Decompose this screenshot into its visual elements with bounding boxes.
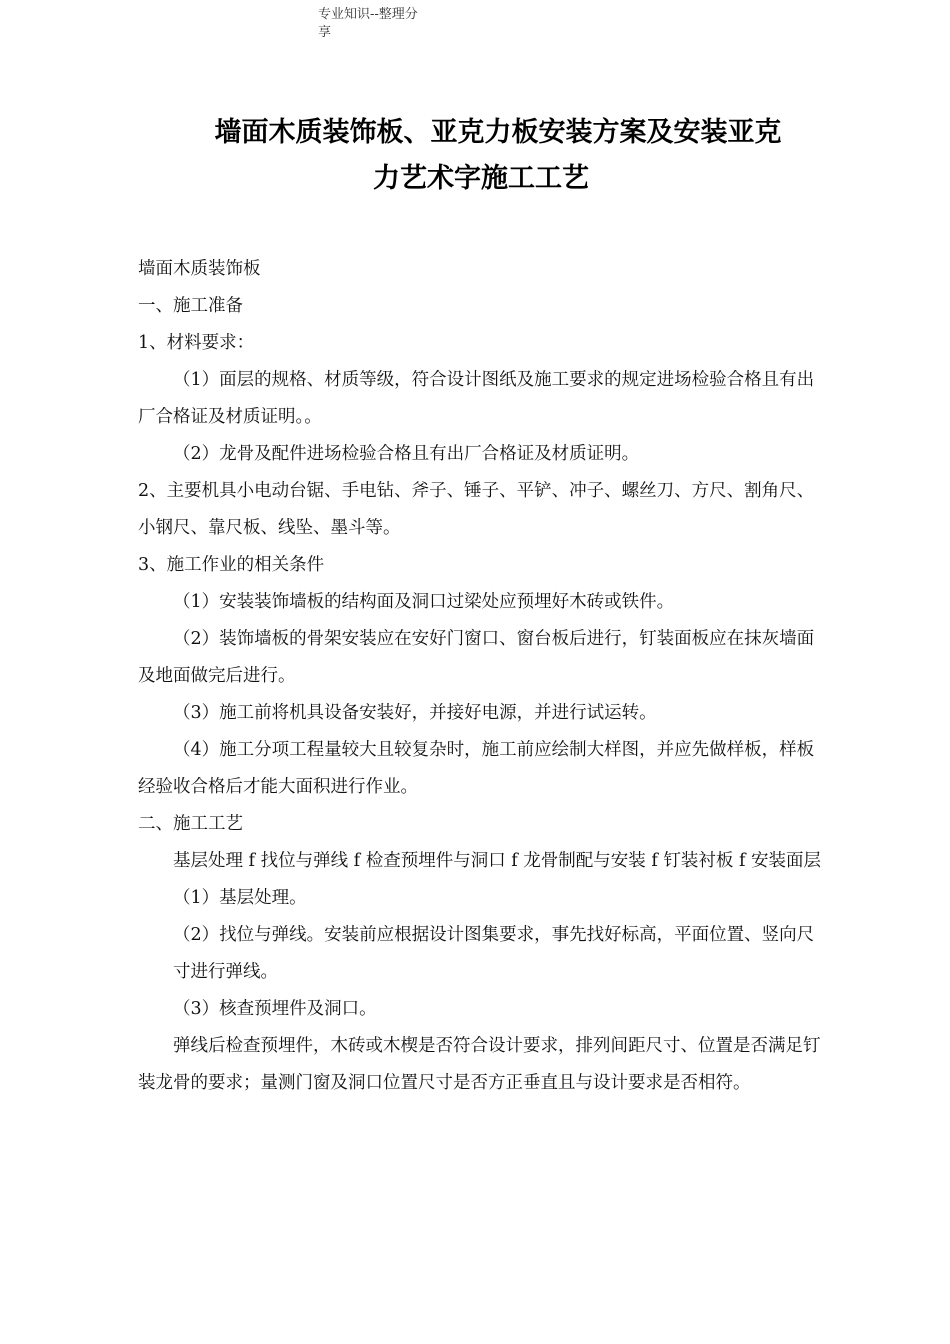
condition-item-2: （2）装饰墙板的骨架安装应在安好门窗口、窗台板后进行，钉装面板应在抹灰墙面及地面做完后进行。 [138, 629, 815, 686]
condition-item-4: （4）施工分项工程量较大且较复杂时，施工前应绘制大样图，并应先做样板，样板经验收合格后才能大面积进行作业。 [138, 740, 815, 797]
process-step-2: （2）找位与弹线。安装前应根据设计图集要求，事先找好标高，平面位置、竖向尺寸进行弹线。 [173, 925, 815, 982]
condition-item-1: （1）安装装饰墙板的结构面及洞口过梁处应预埋好木砖或铁件。 [173, 592, 675, 612]
heading-construction-process: 二、施工工艺 [138, 814, 243, 834]
process-flow: 基层处理 f 找位与弹线 f 检查预埋件与洞口 f 龙骨制配与安装 f 钉装衬板 f 安装面层 [173, 851, 822, 871]
condition-item-3: （3）施工前将机具设备安装好，并接好电源，并进行试运转。 [173, 703, 657, 723]
process-step-1: （1）基层处理。 [173, 888, 307, 908]
material-item-1: （1）面层的规格、材质等级，符合设计图纸及施工要求的规定进场检验合格且有出厂合格证及材质证明。。 [138, 370, 815, 427]
heading-construction-preparation: 一、施工准备 [138, 296, 243, 316]
document-title [0, 110, 950, 202]
tools-paragraph: 2、主要机具小电动台锯、手电钻、斧子、锤子、平铲、冲子、螺丝刀、方尺、割角尺、小钢尺、靠尺板、线坠、墨斗等。 [138, 481, 815, 538]
process-step-3-detail: 弹线后检查预埋件，木砖或木楔是否符合设计要求，排列间距尺寸、位置是否满足钉装龙骨的要求；量测门窗及洞口位置尺寸是否方正垂直且与设计要求是否相符。 [138, 1036, 821, 1093]
heading-working-conditions: 3、施工作业的相关条件 [138, 555, 325, 575]
document-body [138, 251, 822, 1102]
material-item-2: （2）龙骨及配件进场检验合格且有出厂合格证及材质证明。 [173, 444, 640, 464]
title-line-2: 力艺术字施工工艺 [373, 163, 589, 194]
section-title: 墙面木质装饰板 [138, 259, 261, 279]
title-line-1: 墙面木质装饰板、亚克力板安装方案及安装亚克 [214, 117, 782, 148]
header-note: 专业知识--整理分享 [318, 7, 418, 40]
process-step-3: （3）核查预埋件及洞口。 [173, 999, 377, 1019]
heading-material-requirements: 1、材料要求： [138, 333, 255, 353]
